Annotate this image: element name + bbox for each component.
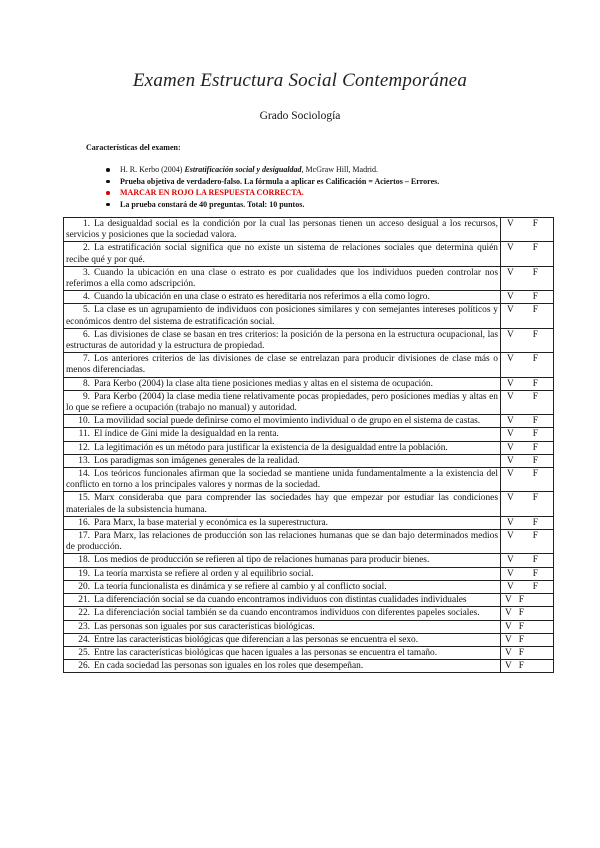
question-number: 16.: [78, 517, 90, 528]
question-text: Cuando la ubicación en una clase o estrato es por cualidades que los individuos pueden controlar nos referimos a ella como adscripción.: [66, 267, 498, 290]
question-text: La teoría funcionalista es dinámica y se refiere al cambio y al conflicto social.: [94, 581, 387, 592]
question-text-cell: [64, 390, 501, 414]
answer-false-option[interactable]: F: [532, 517, 538, 528]
question-number: 25.: [78, 647, 90, 658]
answer-false-option[interactable]: F: [532, 429, 538, 440]
answer-true-option[interactable]: V: [505, 608, 512, 619]
answer-false-option[interactable]: F: [518, 608, 524, 619]
answer-false-option[interactable]: F: [532, 219, 538, 229]
answer-false-option[interactable]: F: [532, 305, 538, 316]
question-row: [64, 390, 554, 414]
answer-false-option[interactable]: F: [532, 469, 538, 480]
question-number: 2.: [82, 243, 90, 254]
question-text: La desigualdad social es la condición por la cual las personas tienen un acceso desigual a los recursos, servicios y posiciones que la sociedad valora.: [66, 219, 498, 241]
question-number: 5.: [82, 305, 90, 316]
question-text-cell: [64, 328, 501, 352]
question-text: La diferenciación social se da cuando encontramos individuos con distintas cualidades individuales: [94, 595, 467, 606]
answer-cell: [501, 660, 554, 673]
question-number: 24.: [78, 634, 90, 645]
question-row: [64, 492, 554, 516]
question-text: Para Marx, las relaciones de producción son las relaciones humanas que se dan bajo determinados medios de producción.: [66, 531, 498, 553]
answer-cell: [501, 554, 554, 567]
question-text-cell: [64, 492, 501, 516]
question-text: Las personas son iguales por sus características biológicas.: [94, 621, 315, 632]
question-text: Cuando la ubicación en una clase o estrato es hereditaria nos referimos a ella como logro.: [94, 292, 430, 303]
answer-cell: [501, 646, 554, 659]
question-text-cell: [64, 516, 501, 529]
answer-false-option[interactable]: F: [532, 493, 538, 504]
answer-false-option[interactable]: F: [532, 416, 538, 427]
answer-cell: [501, 266, 554, 290]
answer-cell: [501, 567, 554, 580]
answer-cell: [501, 441, 554, 454]
question-number: 21.: [78, 595, 90, 606]
question-number: 20.: [78, 581, 90, 592]
answer-true-option[interactable]: V: [507, 568, 514, 579]
question-text-cell: [64, 304, 501, 328]
answer-cell: [501, 620, 554, 633]
question-row: [64, 567, 554, 580]
question-text-cell: [64, 441, 501, 454]
question-row: [64, 633, 554, 646]
answer-false-option[interactable]: F: [532, 329, 538, 340]
question-row: [64, 218, 554, 242]
question-number: 23.: [78, 621, 90, 632]
answer-false-option[interactable]: F: [518, 647, 524, 658]
question-text: El índice de Gini mide la desigualdad en la renta.: [94, 429, 279, 440]
question-text-cell: [64, 218, 501, 242]
answer-false-option[interactable]: F: [532, 531, 538, 542]
answer-false-option[interactable]: F: [532, 267, 538, 278]
question-number: 22.: [78, 608, 90, 619]
question-number: 7.: [82, 354, 90, 365]
answer-true-option[interactable]: V: [507, 555, 514, 566]
feature-item-format: Prueba objetiva de verdadero-falso. La fórmula a aplicar es Calificación = Aciertos – Errores.: [104, 176, 439, 188]
question-row: [64, 242, 554, 266]
answer-false-option[interactable]: F: [532, 555, 538, 566]
question-text-cell: [64, 620, 501, 633]
question-number: 15.: [78, 493, 90, 504]
question-text: La clase es un agrupamiento de individuos con posiciones similares y con semejantes intereses políticos y económicos dentro del sistema de estratificación social.: [66, 305, 498, 327]
answer-cell: [501, 530, 554, 554]
question-number: 13.: [78, 455, 90, 466]
answer-true-option[interactable]: V: [505, 621, 512, 632]
question-number: 4.: [82, 292, 90, 303]
question-text-cell: [64, 554, 501, 567]
question-row: [64, 620, 554, 633]
answer-cell: [501, 428, 554, 441]
features-list: [104, 164, 439, 210]
question-text-cell: [64, 633, 501, 646]
answer-cell: [501, 242, 554, 266]
question-text-cell: [64, 567, 501, 580]
question-row: [64, 428, 554, 441]
answer-cell: [501, 353, 554, 377]
answer-false-option[interactable]: F: [532, 455, 538, 466]
question-number: 1.: [82, 219, 90, 229]
question-text-cell: [64, 242, 501, 266]
answer-cell: [501, 415, 554, 428]
question-number: 10.: [78, 416, 90, 427]
answer-true-option[interactable]: V: [507, 354, 514, 365]
answer-false-option[interactable]: F: [532, 391, 538, 402]
question-number: 8.: [82, 378, 90, 389]
question-text: Para Kerbo (2004) la clase media tiene relativamente pocas propiedades, pero posiciones medias y altas en lo que se refiere a ocupación (trabajo no manual) y autoridad.: [66, 391, 498, 414]
question-text: La movilidad social puede definirse como el movimiento individual o de grupo en el sistema de castas.: [94, 416, 481, 427]
answer-cell: [501, 492, 554, 516]
question-number: 17.: [78, 531, 90, 542]
answer-true-option[interactable]: V: [507, 329, 514, 340]
answer-true-option[interactable]: V: [505, 647, 512, 658]
answer-false-option[interactable]: F: [518, 621, 524, 632]
answer-true-option[interactable]: V: [507, 267, 514, 278]
answer-cell: [501, 218, 554, 242]
answer-cell: [501, 304, 554, 328]
answer-true-option[interactable]: V: [507, 493, 514, 504]
question-text: Para Kerbo (2004) la clase alta tiene posiciones medias y altas en el sistema de ocupación.: [94, 378, 433, 389]
answer-cell: [501, 328, 554, 352]
question-row: [64, 266, 554, 290]
question-text-cell: [64, 594, 501, 607]
question-number: 3.: [82, 267, 90, 278]
answer-true-option[interactable]: V: [507, 531, 514, 542]
question-text: La legitimación es un método para justificar la existencia de la desigualdad entre la población.: [94, 442, 448, 453]
question-row: [64, 646, 554, 659]
answer-true-option[interactable]: V: [507, 442, 514, 453]
question-text-cell: [64, 428, 501, 441]
question-row: [64, 580, 554, 593]
questions-table: [63, 217, 554, 673]
question-number: 6.: [82, 329, 90, 340]
question-text-cell: [64, 530, 501, 554]
question-text-cell: [64, 660, 501, 673]
question-text: Para Marx, la base material y económica es la superestructura.: [94, 517, 329, 528]
question-text: Los teóricos funcionales afirman que la sociedad se mantiene unida fundamentalmente a la existencia del conflicto en torno a los principales valores y normas de la sociedad.: [66, 469, 498, 491]
answer-true-option[interactable]: V: [507, 219, 514, 229]
question-row: [64, 454, 554, 467]
exam-subtitle: Grado Sociología: [259, 110, 341, 122]
answer-cell: [501, 468, 554, 492]
question-row: [64, 353, 554, 377]
answer-true-option[interactable]: V: [507, 305, 514, 316]
answer-cell: [501, 291, 554, 304]
feature-item-total: La prueba constará de 40 preguntas. Total: 10 puntos.: [104, 199, 439, 211]
answer-cell: [501, 516, 554, 529]
question-number: 11.: [78, 429, 90, 440]
question-text-cell: [64, 291, 501, 304]
question-row: [64, 291, 554, 304]
answer-false-option[interactable]: F: [532, 442, 538, 453]
answer-false-option[interactable]: F: [518, 634, 524, 645]
answer-cell: [501, 580, 554, 593]
question-text-cell: [64, 646, 501, 659]
answer-cell: [501, 594, 554, 607]
question-text: Entre las características biológicas que diferencian a las personas se encuentra el sexo.: [94, 634, 419, 645]
answer-cell: [501, 390, 554, 414]
feature-item-reference: H. R. Kerbo (2004) Estratificación social y desigualdad, McGraw Hill, Madrid.: [104, 164, 439, 176]
answer-true-option[interactable]: V: [507, 517, 514, 528]
question-text-cell: [64, 353, 501, 377]
answer-true-option[interactable]: V: [505, 661, 512, 672]
question-text: La estratificación social significa que no existe un sistema de relaciones sociales que determina quién recibe qué y por qué.: [66, 243, 498, 265]
question-text-cell: [64, 607, 501, 620]
answer-true-option[interactable]: V: [505, 595, 512, 606]
answer-true-option[interactable]: V: [507, 243, 514, 254]
question-number: 14.: [78, 469, 90, 480]
answer-true-option[interactable]: V: [507, 391, 514, 402]
answer-cell: [501, 607, 554, 620]
question-row: [64, 328, 554, 352]
answer-false-option[interactable]: F: [532, 378, 538, 389]
answer-cell: [501, 633, 554, 646]
answer-false-option[interactable]: F: [518, 595, 524, 606]
question-text-cell: [64, 415, 501, 428]
question-row: [64, 594, 554, 607]
question-row: [64, 304, 554, 328]
question-row: [64, 554, 554, 567]
question-text: Los paradigmas son imágenes generales de la realidad.: [94, 455, 300, 466]
exam-title: Examen Estructura Social Contemporánea: [132, 70, 468, 91]
question-text-cell: [64, 580, 501, 593]
answer-false-option[interactable]: F: [518, 661, 524, 672]
answer-false-option[interactable]: F: [532, 243, 538, 254]
answer-true-option[interactable]: V: [507, 455, 514, 466]
question-row: [64, 530, 554, 554]
question-text: Las divisiones de clase se basan en tres criterios: la posición de la persona en la estructura ocupacional, las estructuras de autoridad y la estructura de propiedad.: [66, 329, 498, 352]
answer-true-option[interactable]: V: [507, 429, 514, 440]
answer-false-option[interactable]: F: [532, 354, 538, 365]
question-text: Entre las características biológicas que hacen iguales a las personas se encuentra el tamaño.: [94, 647, 438, 658]
question-text: En cada sociedad las personas son iguales en los roles que desempeñan.: [94, 661, 364, 672]
question-row: [64, 468, 554, 492]
question-number: 19.: [78, 568, 90, 579]
question-text-cell: [64, 377, 501, 390]
question-row: [64, 377, 554, 390]
question-text: Los anteriores criterios de las divisiones de clase se entrelazan para producir divisiones de clase más o menos diferenciadas.: [66, 354, 498, 376]
question-text-cell: [64, 266, 501, 290]
question-text: Los medios de producción se refieren al tipo de relaciones humanas para producir bienes.: [94, 555, 430, 566]
question-text-cell: [64, 468, 501, 492]
features-heading: Características del examen:: [86, 143, 181, 152]
question-number: 18.: [78, 555, 90, 566]
question-text: La teoría marxista se refiere al orden y al equilibrio social.: [94, 568, 314, 579]
answer-cell: [501, 377, 554, 390]
question-text-cell: [64, 454, 501, 467]
answer-true-option[interactable]: V: [507, 292, 514, 303]
question-row: [64, 415, 554, 428]
question-row: [64, 660, 554, 673]
answer-true-option[interactable]: V: [507, 378, 514, 389]
question-text: La diferenciación social también se da cuando encontramos individuos con diferentes papeles sociales.: [94, 608, 480, 619]
question-text: Marx consideraba que para comprender las sociedades hay que empezar por estudiar las condiciones materiales de la subsistencia humana.: [66, 493, 498, 515]
question-row: [64, 441, 554, 454]
feature-item-instruction: MARCAR EN ROJO LA RESPUESTA CORRECTA.: [104, 187, 439, 199]
question-row: [64, 607, 554, 620]
answer-false-option[interactable]: F: [532, 568, 538, 579]
answer-false-option[interactable]: F: [532, 292, 538, 303]
question-number: 26.: [78, 661, 90, 672]
answer-false-option[interactable]: F: [532, 581, 538, 592]
answer-true-option[interactable]: V: [507, 416, 514, 427]
question-row: [64, 516, 554, 529]
question-number: 12.: [78, 442, 90, 453]
answer-cell: [501, 454, 554, 467]
answer-true-option[interactable]: V: [507, 581, 514, 592]
answer-true-option[interactable]: V: [505, 634, 512, 645]
answer-true-option[interactable]: V: [507, 469, 514, 480]
question-number: 9.: [82, 391, 90, 402]
